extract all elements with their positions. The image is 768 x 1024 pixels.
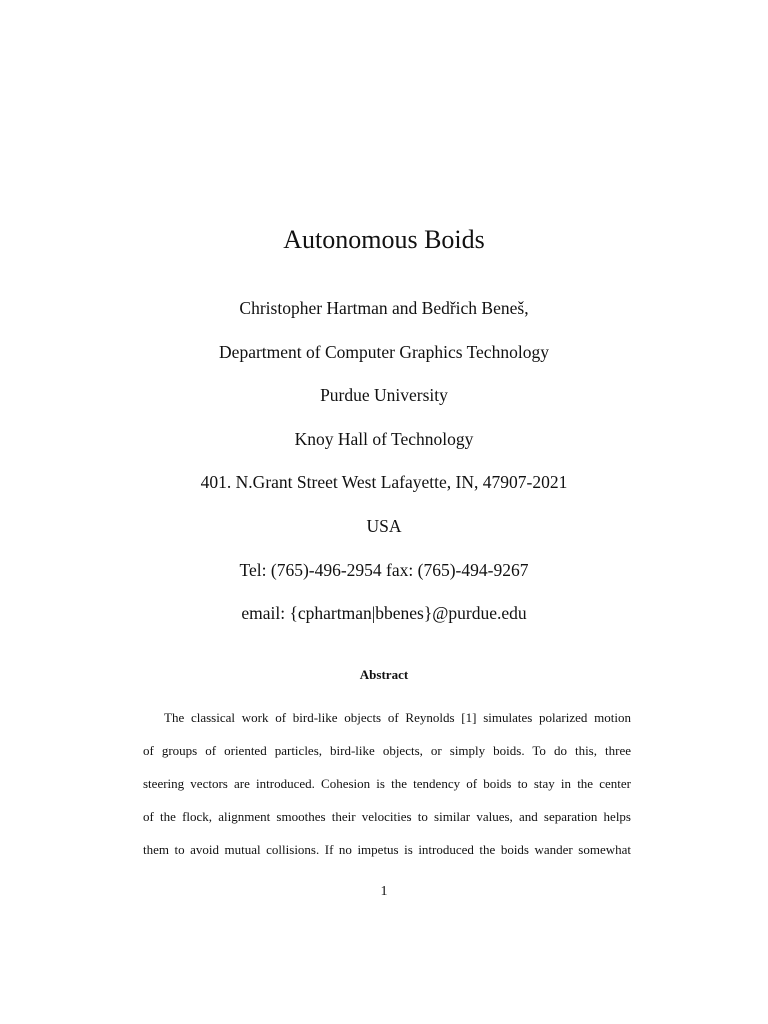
paper-title: Autonomous Boids: [283, 225, 485, 254]
abstract-line: steering vectors are introduced. Cohesion is the tendency of boids to stay in the center: [143, 776, 631, 791]
abstract-line: of groups of oriented particles, bird-like objects, or simply boids. To do this, three: [143, 743, 631, 758]
page-number: 1: [380, 884, 388, 899]
abstract-line: The classical work of bird-like objects of Reynolds [1] simulates polarized motion: [164, 710, 631, 725]
author-names: Christopher Hartman and Bedřich Beneš,: [239, 298, 529, 318]
abstract-heading: Abstract: [359, 667, 409, 682]
university-name: Purdue University: [320, 385, 448, 405]
department-name: Department of Computer Graphics Technology: [219, 342, 549, 362]
street-address: 401. N.Grant Street West Lafayette, IN, 47907-2021: [200, 472, 568, 492]
abstract-line: them to avoid mutual collisions. If no impetus is introduced the boids wander somewhat: [143, 842, 631, 857]
country-name: USA: [366, 516, 402, 536]
building-name: Knoy Hall of Technology: [294, 429, 474, 449]
email-address: email: {cphartman|bbenes}@purdue.edu: [241, 603, 527, 623]
phone-fax: Tel: (765)-496-2954 fax: (765)-494-9267: [239, 560, 529, 580]
abstract-line: of the flock, alignment smoothes their velocities to similar values, and separation helps: [143, 809, 631, 824]
